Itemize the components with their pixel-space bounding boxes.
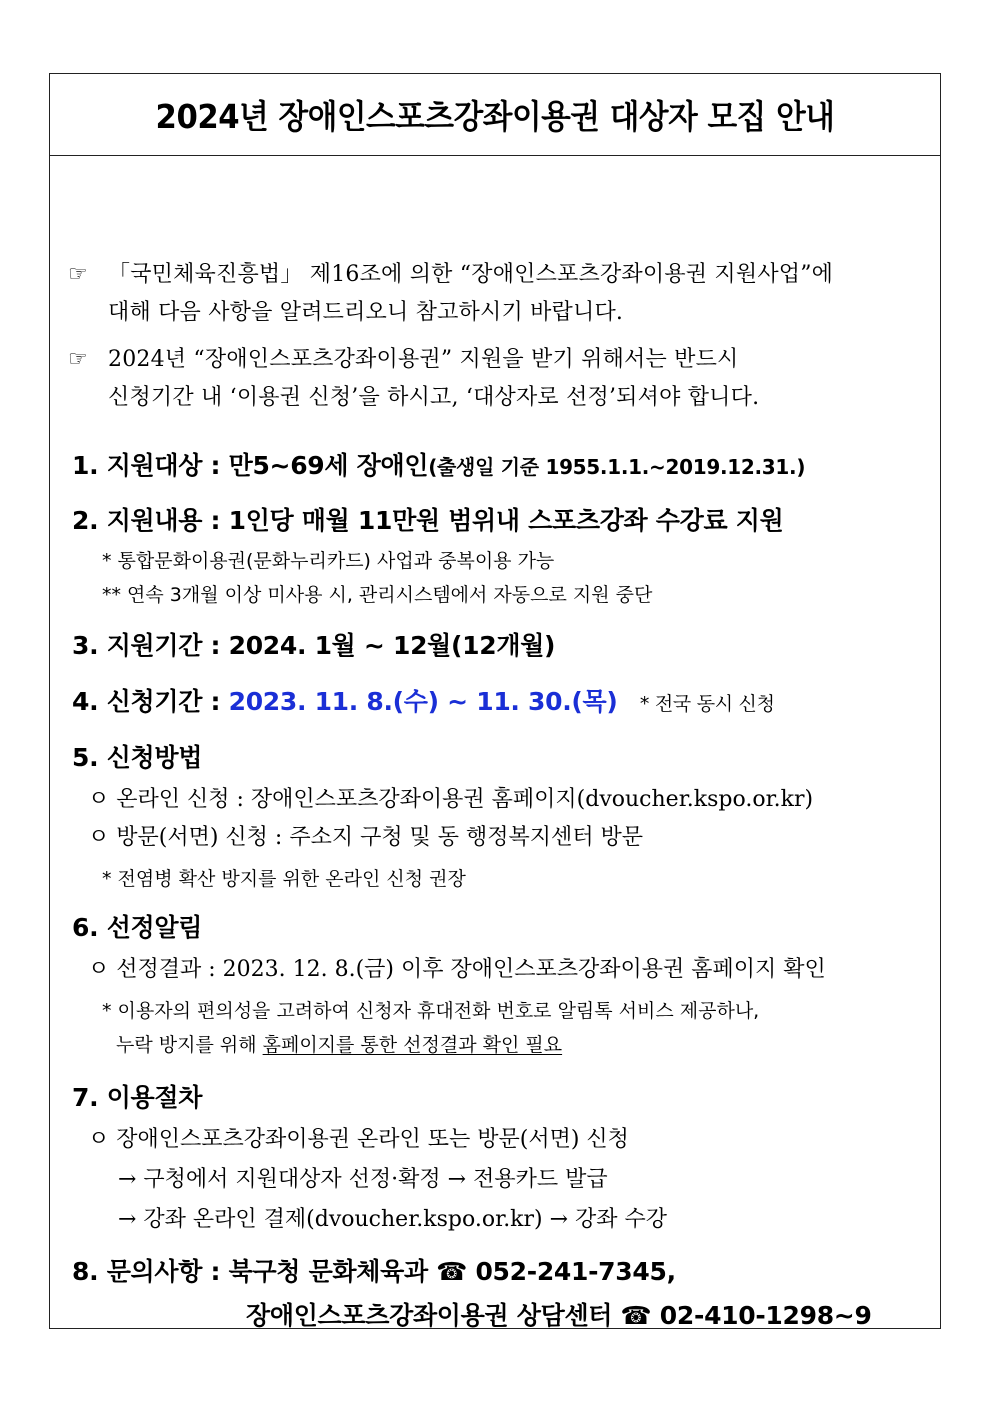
contact-counseling-center: 장애인스포츠강좌이용권 상담센터 ☎ 02-410-1298~9 [246, 1301, 872, 1330]
section-7-item-2: → 구청에서 지원대상자 선정·확정 → 전용카드 발급 [118, 1167, 608, 1192]
section-6-heading: 6. 선정알림 [72, 913, 203, 942]
hand-pointing-icon: ☞ [68, 347, 88, 372]
section-5-item-online: ㅇ 온라인 신청 : 장애인스포츠강좌이용권 홈페이지(dvoucher.kspo.or.kr) [88, 787, 814, 812]
section-5-item-visit: ㅇ 방문(서면) 신청 : 주소지 구청 및 동 행정복지센터 방문 [88, 825, 644, 850]
notice-frame [49, 73, 941, 1329]
section-4-note: * 전국 동시 신청 [639, 693, 775, 715]
section-6-note-1: * 이용자의 편의성을 고려하여 신청자 휴대전화 번호로 알림톡 서비스 제공하나, [102, 1000, 760, 1022]
application-period: 2023. 11. 8.(수) ~ 11. 30.(목) [228, 687, 618, 716]
notice-1 [68, 256, 833, 332]
notice-1-line-1: 「국민체육진흥법」 제16조에 의한 “장애인스포츠강좌이용권 지원사업”에 [108, 262, 834, 287]
section-8-title: 8. 문의사항 : [72, 1257, 221, 1286]
section-7-item-1: ㅇ 장애인스포츠강좌이용권 온라인 또는 방문(서면) 신청 [88, 1127, 629, 1152]
section-2-note-2: ** 연속 3개월 이상 미사용 시, 관리시스템에서 자동으로 지원 중단 [102, 584, 653, 606]
section-2-note-1: * 통합문화이용권(문화누리카드) 사업과 중복이용 가능 [102, 550, 555, 572]
section-4-heading [72, 682, 775, 718]
section-8-heading [72, 1252, 676, 1288]
section-7-heading: 7. 이용절차 [72, 1083, 203, 1112]
section-6-note-2-plain: 누락 방지를 위해 [116, 1034, 263, 1056]
section-7-item-3: → 강좌 온라인 결제(dvoucher.kspo.or.kr) → 강좌 수강 [118, 1207, 668, 1232]
contact-district-office: 북구청 문화체육과 ☎ 052-241-7345, [228, 1257, 676, 1286]
section-5-heading: 5. 신청방법 [72, 743, 203, 772]
notice-2-line-2: 신청기간 내 ‘이용권 신청’을 하시고, ‘대상자로 선정’되셔야 합니다. [108, 385, 760, 410]
section-3-heading: 3. 지원기간 : 2024. 1월 ~ 12월(12개월) [72, 631, 556, 660]
section-1-title: 1. 지원대상 : 만5~69세 장애인 [72, 451, 429, 480]
section-6-note-2 [116, 1030, 562, 1057]
section-6-note-2-underlined: 홈페이지를 통한 선정결과 확인 필요 [262, 1034, 563, 1056]
hand-pointing-icon: ☞ [68, 262, 88, 287]
notice-2-line-1: 2024년 “장애인스포츠강좌이용권” 지원을 받기 위해서는 반드시 [108, 347, 739, 372]
section-1-birth-range: (출생일 기준 1955.1.1.~2019.12.31.) [428, 455, 806, 479]
section-1-heading [72, 446, 805, 482]
section-4-title: 4. 신청기간 : [72, 687, 221, 716]
section-2-heading: 2. 지원내용 : 1인당 매월 11만원 범위내 스포츠강좌 수강료 지원 [72, 506, 784, 535]
notice-1-line-2: 대해 다음 사항을 알려드리오니 참고하시기 바랍니다. [108, 300, 624, 325]
section-6-item-result: ㅇ 선정결과 : 2023. 12. 8.(금) 이후 장애인스포츠강좌이용권 홈페이지 확인 [88, 957, 826, 982]
section-5-note: * 전염병 확산 방지를 위한 온라인 신청 권장 [102, 868, 466, 890]
title-box [50, 74, 940, 156]
notice-2 [68, 341, 759, 417]
page-title: 2024년 장애인스포츠강좌이용권 대상자 모집 안내 [155, 97, 835, 136]
